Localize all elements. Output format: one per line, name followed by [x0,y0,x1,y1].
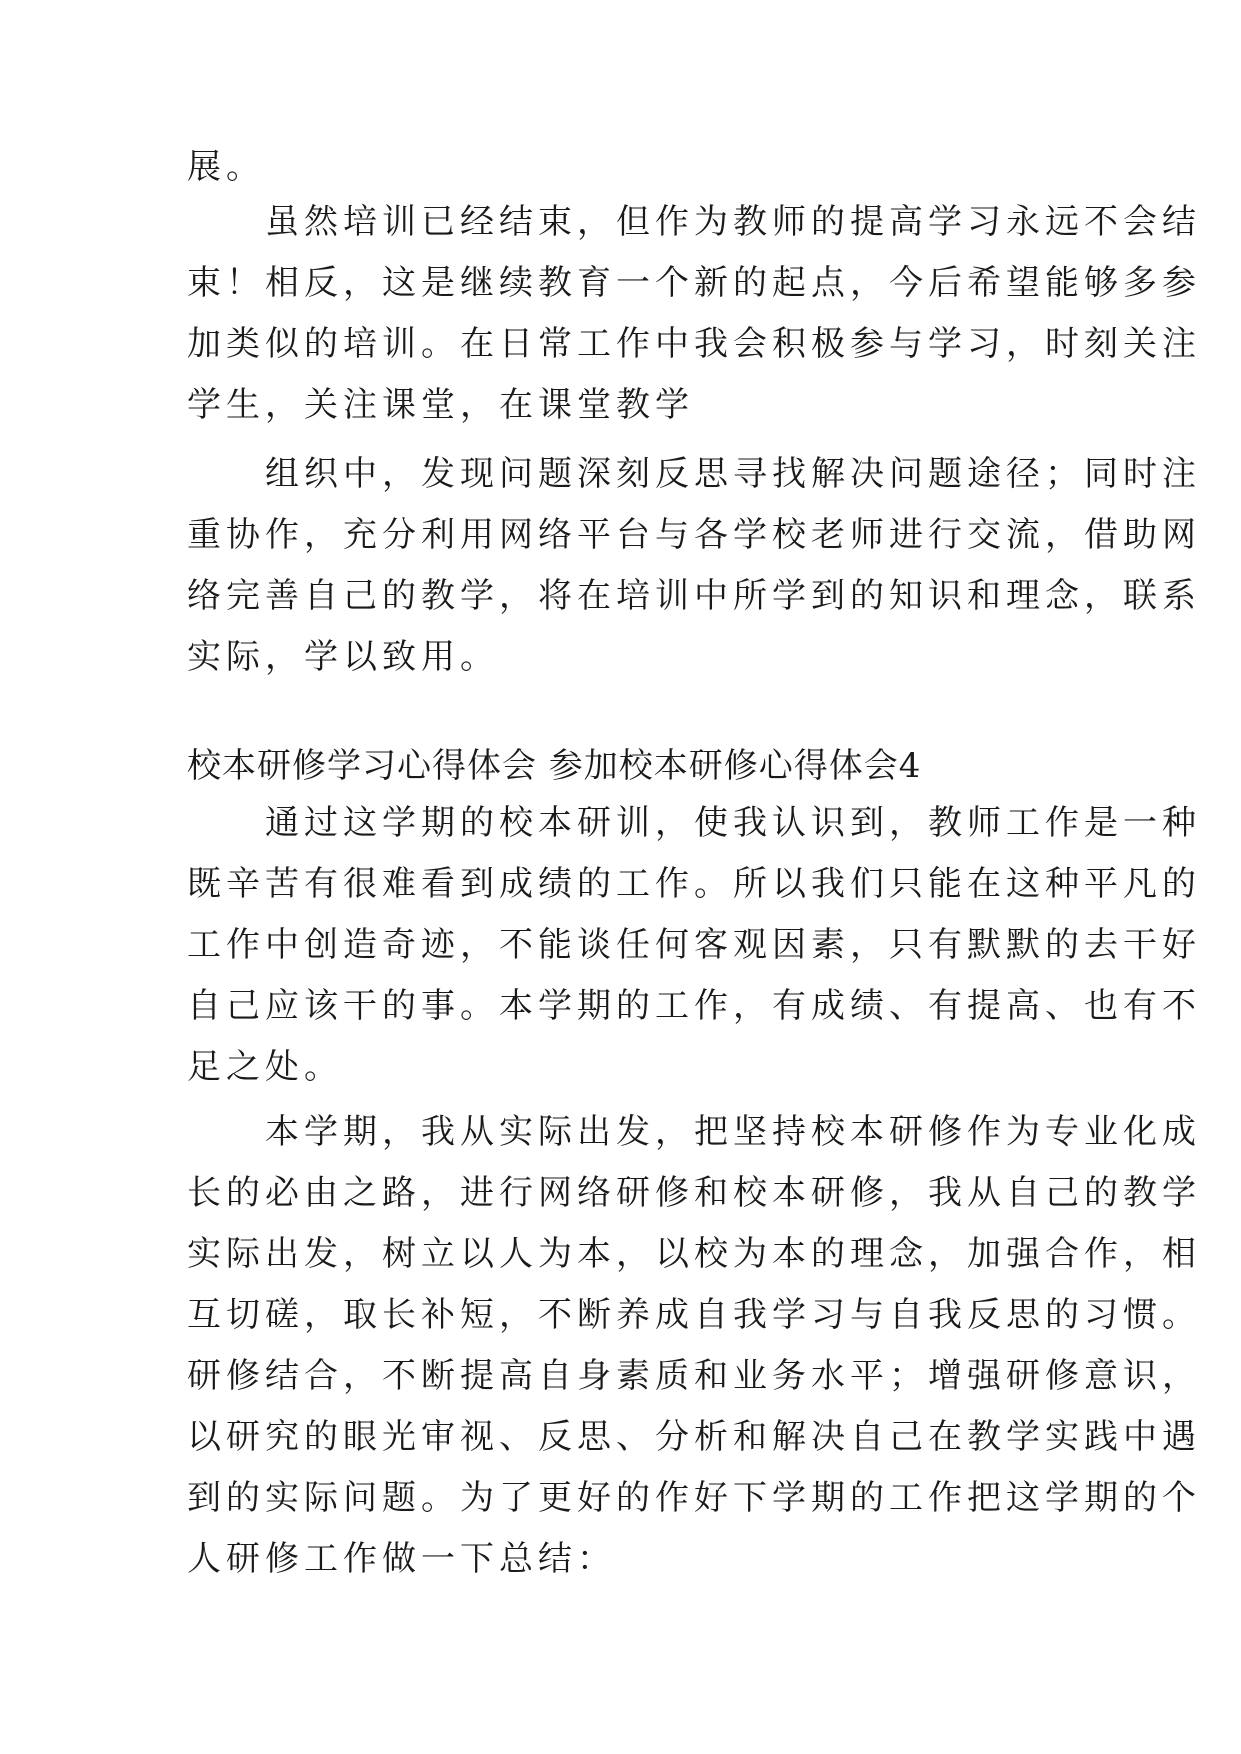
text-line: 实际出发，树立以人为本，以校为本的理念，加强合作，相 [187,1234,1201,1274]
paragraph-continuation [187,137,1057,198]
text-line: 加类似的培训。在日常工作中我会积极参与学习，时刻关注 [187,324,1201,364]
text-line: 重协作，充分利用网络平台与各学校老师进行交流，借助网 [187,515,1201,555]
text-line: 互切磋，取长补短，不断养成自我学习与自我反思的习惯。 [187,1295,1201,1335]
text-line: 组织中，发现问题深刻反思寻找解决问题途径；同时注 [187,454,1201,494]
text-line: 工作中创造奇迹，不能谈任何客观因素，只有默默的去干好 [187,925,1201,965]
text-line: 长的必由之路，进行网络研修和校本研修，我从自己的教学 [187,1173,1201,1213]
text-line: 学生，关注课堂，在课堂教学 [187,385,694,425]
text-line: 实际，学以致用。 [187,637,499,677]
paragraph-school-training [187,793,1201,1098]
text-line: 束！相反，这是继续教育一个新的起点，今后希望能够多参 [187,263,1201,303]
text-line: 通过这学期的校本研训，使我认识到，教师工作是一种 [187,803,1201,843]
text-line: 络完善自己的教学，将在培训中所学到的知识和理念，联系 [187,576,1201,616]
paragraph-organization [187,444,1201,688]
paragraph-training-ended [187,192,1201,436]
text-line: 研修结合，不断提高自身素质和业务水平；增强研修意识， [187,1356,1201,1396]
text-line: 展。 [187,147,265,187]
text-line: 到的实际问题。为了更好的作好下学期的工作把这学期的个 [187,1478,1201,1518]
text-line: 本学期，我从实际出发，把坚持校本研修作为专业化成 [187,1112,1201,1152]
text-line: 以研究的眼光审视、反思、分析和解决自己在教学实践中遇 [187,1417,1201,1457]
text-line: 自己应该干的事。本学期的工作，有成绩、有提高、也有不 [187,986,1201,1026]
text-line: 虽然培训已经结束，但作为教师的提高学习永远不会结 [187,202,1201,242]
paragraph-this-semester [187,1102,1201,1590]
text-line: 人研修工作做一下总结： [187,1539,616,1579]
text-line: 足之处。 [187,1047,343,1087]
text-line: 既辛苦有很难看到成绩的工作。所以我们只能在这种平凡的 [187,864,1201,904]
section-heading: 校本研修学习心得体会 参加校本研修心得体会4 [187,746,922,786]
